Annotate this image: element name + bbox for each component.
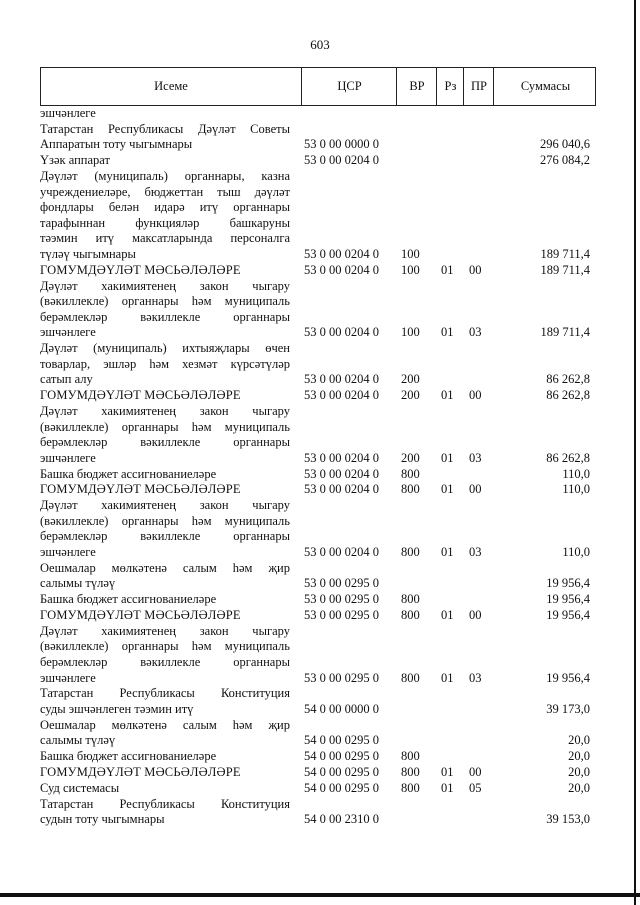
row-sum: 189 711,4: [540, 325, 590, 340]
row-name: [40, 482, 290, 498]
row-name-line: Оешмалар мөлкәтенә салым һәм җир: [40, 560, 290, 575]
row-name-line: берәмлекләр вәкиллекле органнары: [40, 654, 290, 669]
row-name-line: берәмлекләр вәкиллекле органнары: [40, 309, 290, 324]
row-vr: 800: [401, 670, 420, 685]
row-csr: 54 0 00 0295 0: [304, 780, 379, 795]
row-sum: 20,0: [568, 749, 590, 764]
row-sum: 20,0: [568, 765, 590, 779]
row-rz: 01: [441, 544, 454, 559]
row-name: [40, 122, 290, 153]
row-csr: 53 0 00 0204 0: [304, 325, 379, 340]
row-vr: 800: [401, 482, 420, 497]
row-name-line: фондлары белән идарә итү органнары: [40, 200, 290, 215]
row-pr: 00: [469, 482, 482, 497]
row-name-line: Башка бюджет ассигнованиеләре: [40, 466, 217, 481]
row-csr: 54 0 00 0295 0: [304, 749, 379, 764]
row-name-line: судын тоту чыгымнары: [40, 812, 165, 827]
row-name: [40, 797, 290, 828]
table-row: [0, 686, 640, 717]
row-name-line: (вәкиллекле) органнары һәм муниципаль: [40, 294, 290, 309]
row-name-line: Татарстан Республикасы Дәүләт Советы: [40, 121, 290, 136]
row-csr: 53 0 00 0204 0: [304, 247, 379, 261]
row-name: [40, 608, 290, 624]
row-csr: 53 0 00 0000 0: [304, 137, 379, 152]
row-name: [40, 686, 290, 717]
row-name-line: (вәкиллекле) органнары һәм муниципаль: [40, 513, 290, 528]
table-row: [0, 781, 640, 797]
row-vr: 800: [401, 749, 420, 764]
row-name-line: учреждениеләре, бюджеттан тыш дәүләт: [40, 184, 290, 199]
table-header: [40, 67, 596, 106]
row-pr: 05: [469, 780, 482, 795]
row-name-line: товарлар, эшләр һәм хезмәт күрсәтүләр: [40, 356, 290, 371]
row-name-line: ГОМУМДӘҮЛӘТ МӘСЬӘЛӘЛӘРЕ: [40, 608, 241, 622]
row-pr: 00: [469, 262, 482, 277]
row-name-line: Башка бюджет ассигнованиеләре: [40, 592, 217, 607]
row-vr: 800: [401, 544, 420, 559]
row-name-line: (вәкиллекле) органнары һәм муниципаль: [40, 419, 290, 434]
row-name-line: түләү чыгымнары: [40, 246, 136, 261]
row-vr: 200: [401, 450, 420, 465]
row-name: [40, 263, 290, 279]
row-csr: 53 0 00 0295 0: [304, 576, 379, 591]
row-csr: 53 0 00 0204 0: [304, 372, 379, 387]
row-vr: 100: [401, 325, 420, 340]
table-row: [0, 608, 640, 624]
header-vr: ВР: [396, 68, 437, 105]
table-row: [0, 122, 640, 153]
header-rz: Рз: [436, 68, 464, 105]
table-row: [0, 341, 640, 388]
row-name-line: Дәүләт хакимиятенең закон чыгару: [40, 498, 290, 513]
row-name-line: ГОМУМДӘҮЛӘТ МӘСЬӘЛӘЛӘРЕ: [40, 388, 241, 403]
row-name-line: эшчәнлеге: [40, 670, 96, 685]
scan-border-bottom: [0, 893, 640, 897]
row-pr: 03: [469, 670, 482, 685]
row-name-line: Дәүләт (муниципаль) ихтыяҗлары өчен: [40, 341, 290, 356]
row-name: [40, 388, 290, 404]
row-sum: 20,0: [568, 780, 590, 795]
table-row: [0, 482, 640, 498]
row-name-line: берәмлекләр вәкиллекле органнары: [40, 435, 290, 450]
table-row: [0, 169, 640, 263]
table-row: [0, 498, 640, 560]
row-name-line: эшчәнлеге: [40, 544, 96, 559]
row-pr: 03: [469, 450, 482, 465]
page-number: 603: [310, 37, 330, 52]
row-sum: 276 084,2: [540, 153, 590, 168]
row-csr: 53 0 00 0295 0: [304, 592, 379, 607]
row-sum: 19 956,4: [546, 576, 590, 591]
row-name-line: Дәүләт хакимиятенең закон чыгару: [40, 278, 290, 293]
row-sum: 110,0: [562, 482, 590, 497]
row-name-line: Үзәк аппарат: [40, 153, 110, 168]
row-name-line: ГОМУМДӘҮЛӘТ МӘСЬӘЛӘЛӘРЕ: [40, 262, 241, 277]
row-name: [40, 341, 290, 388]
row-name: [40, 765, 290, 781]
row-vr: 200: [401, 372, 420, 387]
row-csr: 53 0 00 0204 0: [304, 544, 379, 559]
table-row: [0, 279, 640, 341]
row-rz: 01: [441, 325, 454, 340]
row-rz: 01: [441, 388, 454, 403]
row-csr: 53 0 00 0204 0: [304, 262, 379, 277]
row-pr: 00: [469, 388, 482, 403]
row-sum: 86 262,8: [546, 372, 590, 387]
row-sum: 110,0: [562, 466, 590, 481]
row-sum: 20,0: [568, 733, 590, 748]
row-name-line: (вәкиллекле) органнары һәм муниципаль: [40, 639, 290, 654]
row-name-line: салымы түләү: [40, 733, 116, 748]
row-vr: 800: [401, 466, 420, 481]
row-name: [40, 467, 290, 483]
row-name-line: эшчәнлеге: [40, 450, 96, 465]
row-name: [40, 404, 290, 466]
table-row: [0, 106, 640, 122]
row-csr: 53 0 00 0204 0: [304, 450, 379, 465]
row-name-line: ГОМУМДӘҮЛӘТ МӘСЬӘЛӘЛӘРЕ: [40, 765, 241, 779]
row-name: [40, 498, 290, 560]
row-csr: 54 0 00 2310 0: [304, 812, 379, 827]
row-pr: 03: [469, 544, 482, 559]
row-vr: 800: [401, 592, 420, 607]
row-vr: 100: [401, 247, 420, 261]
row-name: [40, 592, 290, 608]
table-row: [0, 561, 640, 592]
row-sum: 86 262,8: [546, 450, 590, 465]
row-sum: 189 711,4: [540, 262, 590, 277]
row-sum: 39 173,0: [546, 701, 590, 716]
row-name: [40, 153, 290, 169]
row-name: [40, 561, 290, 592]
row-vr: 800: [401, 765, 420, 779]
row-rz: 01: [441, 780, 454, 795]
row-name: [40, 781, 290, 797]
row-name-line: ГОМУМДӘҮЛӘТ МӘСЬӘЛӘЛӘРЕ: [40, 482, 241, 497]
row-name-line: Дәүләт хакимиятенең закон чыгару: [40, 404, 290, 418]
row-sum: 296 040,6: [540, 137, 590, 152]
row-name-line: Суд системасы: [40, 780, 120, 795]
row-csr: 54 0 00 0295 0: [304, 765, 379, 779]
row-name-line: Аппаратын тоту чыгымнары: [40, 137, 193, 152]
row-csr: 53 0 00 0204 0: [304, 482, 379, 497]
row-name: [40, 624, 290, 686]
row-name: [40, 749, 290, 765]
row-sum: 39 153,0: [546, 812, 590, 827]
row-name-line: эшчәнлеге: [40, 325, 96, 340]
table-row: [0, 797, 640, 828]
row-name-line: сатып алу: [40, 372, 93, 387]
row-name-line: салымы түләү: [40, 576, 116, 591]
row-name-line: тарафыннан функцияләр башкаруны: [40, 215, 290, 230]
row-pr: 00: [469, 765, 482, 779]
row-name-line: Татарстан Республикасы Конституция: [40, 796, 290, 811]
table-row: [0, 388, 640, 404]
row-name: [40, 106, 290, 122]
table-row: [0, 765, 640, 781]
row-sum: 110,0: [562, 544, 590, 559]
table-row: [0, 404, 640, 466]
row-vr: 100: [401, 262, 420, 277]
row-csr: 53 0 00 0204 0: [304, 153, 379, 168]
header-pr: ПР: [463, 68, 494, 105]
table-row: [0, 749, 640, 765]
row-rz: 01: [441, 608, 454, 622]
row-rz: 01: [441, 262, 454, 277]
row-sum: 19 956,4: [546, 608, 590, 622]
row-csr: 53 0 00 0204 0: [304, 388, 379, 403]
row-rz: 01: [441, 482, 454, 497]
header-name: Исеме: [154, 79, 188, 93]
row-name: [40, 279, 290, 341]
row-rz: 01: [441, 670, 454, 685]
table-row: [0, 467, 640, 483]
row-name-line: тәэмин итү максатларында персоналга: [40, 231, 290, 246]
row-csr: 53 0 00 0295 0: [304, 608, 379, 622]
row-vr: 800: [401, 608, 420, 622]
row-name: [40, 169, 290, 263]
row-name-line: Башка бюджет ассигнованиеләре: [40, 749, 217, 764]
row-rz: 01: [441, 450, 454, 465]
row-name-line: берәмлекләр вәкиллекле органнары: [40, 529, 290, 544]
table-row: [0, 153, 640, 169]
row-name-line: Оешмалар мөлкәтенә салым һәм җир: [40, 717, 290, 732]
row-sum: 86 262,8: [546, 388, 590, 403]
table-row: [0, 718, 640, 749]
header-sum: Суммасы: [493, 68, 597, 105]
table-row: [0, 592, 640, 608]
row-pr: 03: [469, 325, 482, 340]
row-name-line: эшчәнлеге: [40, 106, 96, 120]
row-name-line: Дәүләт хакимиятенең закон чыгару: [40, 623, 290, 638]
row-sum: 19 956,4: [546, 670, 590, 685]
table-row: [0, 263, 640, 279]
row-csr: 54 0 00 0295 0: [304, 733, 379, 748]
row-name-line: Дәүләт (муниципаль) органнары, казна: [40, 169, 290, 183]
row-rz: 01: [441, 765, 454, 779]
row-csr: 53 0 00 0295 0: [304, 670, 379, 685]
row-name-line: Татарстан Республикасы Конституция: [40, 686, 290, 701]
scan-border-right: [634, 0, 636, 905]
row-sum: 189 711,4: [540, 247, 590, 261]
row-vr: 800: [401, 780, 420, 795]
header-csr: ЦСР: [301, 68, 397, 105]
row-csr: 53 0 00 0204 0: [304, 466, 379, 481]
row-vr: 200: [401, 388, 420, 403]
row-csr: 54 0 00 0000 0: [304, 701, 379, 716]
row-name: [40, 718, 290, 749]
row-sum: 19 956,4: [546, 592, 590, 607]
row-name-line: суды эшчәнлеген тәэмин итү: [40, 701, 194, 716]
row-pr: 00: [469, 608, 482, 622]
table-row: [0, 624, 640, 686]
